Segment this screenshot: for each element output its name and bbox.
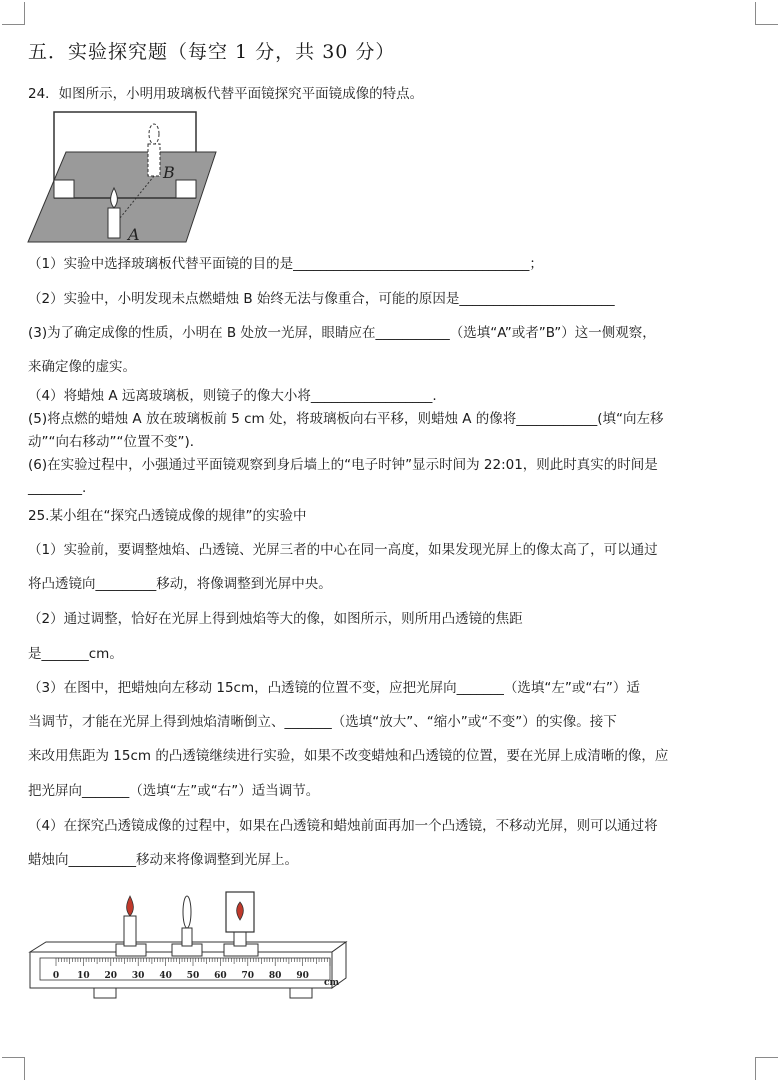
section-title: 五．实验探究题（每空 1 分，共 30 分）: [28, 41, 396, 63]
q24-part-3: (3)为了确定成像的性质，小明在 B 处放一光屏，眼睛应在___________（选填“A”或者”B”）这一侧观察，: [28, 325, 656, 341]
scale-tick-label: 40: [159, 971, 172, 981]
label-b: B: [163, 163, 175, 182]
corner-mark-bottom-right: [755, 1057, 778, 1080]
candle-flame: [127, 896, 134, 916]
corner-mark-top-right: [755, 2, 778, 25]
scale-tick-label: 50: [186, 971, 200, 981]
screen-post: [234, 932, 246, 946]
candle-b: [148, 144, 160, 176]
scale-tick-label: 0: [52, 971, 60, 981]
plate-support-left: [54, 180, 74, 198]
q24-part-5: (5)将点燃的蜡烛 A 放在玻璃板前 5 cm 处，将玻璃板向右平移，则蜡烛 A 的像将____________(填“向左移: [28, 411, 664, 427]
scale-tick-label: 90: [296, 971, 309, 981]
q25-part-2: （2）通过调整，恰好在光屏上得到烛焰等大的像，如图所示，则所用凸透镜的焦距: [28, 611, 523, 627]
q25-part-3-cont-3: 把光屏向_______（选填“左”或“右”）适当调节。: [28, 783, 320, 799]
q25-optical-bench-figure: [28, 890, 348, 1008]
corner-mark-top-left: [2, 2, 25, 25]
bench-unit: cm: [324, 978, 340, 988]
q24-part-6-cont: ________.: [28, 480, 87, 496]
q25-part-4-cont: 蜡烛向__________移动来将像调整到光屏上。: [28, 852, 298, 868]
q25-part-1: （1）实验前，要调整烛焰、凸透镜、光屏三者的中心在同一高度，如果发现光屏上的像太高了，可以通过: [28, 542, 658, 558]
q24-part-5-cont: 动”“向右移动”“位置不变”)．: [28, 434, 204, 450]
candle-b-flame: [149, 124, 159, 144]
q24-part-2: （2）实验中，小明发现未点燃蜡烛 B 始终无法与像重合，可能的原因是_______________________: [28, 291, 615, 307]
scale-tick-label: 80: [268, 971, 282, 981]
scale-tick-label: 10: [77, 971, 90, 981]
q24-part-3-cont: 来确定像的虚实。: [28, 359, 136, 375]
q24-part-1: （1）实验中选择玻璃板代替平面镜的目的是___________________________________；: [28, 256, 543, 272]
bench-foot-right: [290, 988, 312, 998]
scale-tick-label: 30: [131, 971, 145, 981]
candle-a: [108, 208, 120, 238]
corner-mark-bottom-left: [2, 1057, 25, 1080]
q25-part-3-cont-1: 当调节，才能在光屏上得到烛焰清晰倒立、_______（选填“放大”、“缩小”或“不变”）的实像。接下: [28, 714, 617, 730]
scale-tick-label: 70: [241, 971, 255, 981]
q24-part-6: (6)在实验过程中，小强通过平面镜观察到身后墙上的“电子时钟”显示时间为 22:01，则此时真实的时间是: [28, 457, 658, 473]
q25-part-2-cont: 是_______cm。: [28, 646, 123, 662]
q25-part-3: （3）在图中，把蜡烛向左移动 15cm，凸透镜的位置不变，应把光屏向_______（选填“左”或“右”）适: [28, 680, 640, 696]
bench-foot-left: [94, 988, 116, 998]
lens-post: [182, 928, 192, 946]
q24-stem: 24．如图所示，小明用玻璃板代替平面镜探究平面镜成像的特点。: [28, 86, 424, 102]
q25-part-3-cont-2: 来改用焦距为 15cm 的凸透镜继续进行实验，如果不改变蜡烛和凸透镜的位置，要在光屏上成清晰的像，应: [28, 748, 669, 764]
scale-tick-label: 60: [214, 971, 227, 981]
q24-part-4: （4）将蜡烛 A 远离玻璃板，则镜子的像大小将__________________.: [28, 388, 437, 404]
scale-tick-label: 20: [104, 971, 118, 981]
q24-mirror-figure: [26, 110, 226, 245]
convex-lens: [183, 896, 191, 928]
plate-support-right: [176, 180, 196, 198]
q25-part-4: （4）在探究凸透镜成像的过程中，如果在凸透镜和蜡烛前面再加一个凸透镜，不移动光屏，则可以通过将: [28, 818, 658, 834]
q25-stem: 25.某小组在“探究凸透镜成像的规律”的实验中: [28, 508, 307, 524]
q25-part-1-cont: 将凸透镜向_________移动，将像调整到光屏中央。: [28, 576, 332, 592]
candle: [124, 916, 136, 946]
label-a: A: [128, 225, 140, 244]
